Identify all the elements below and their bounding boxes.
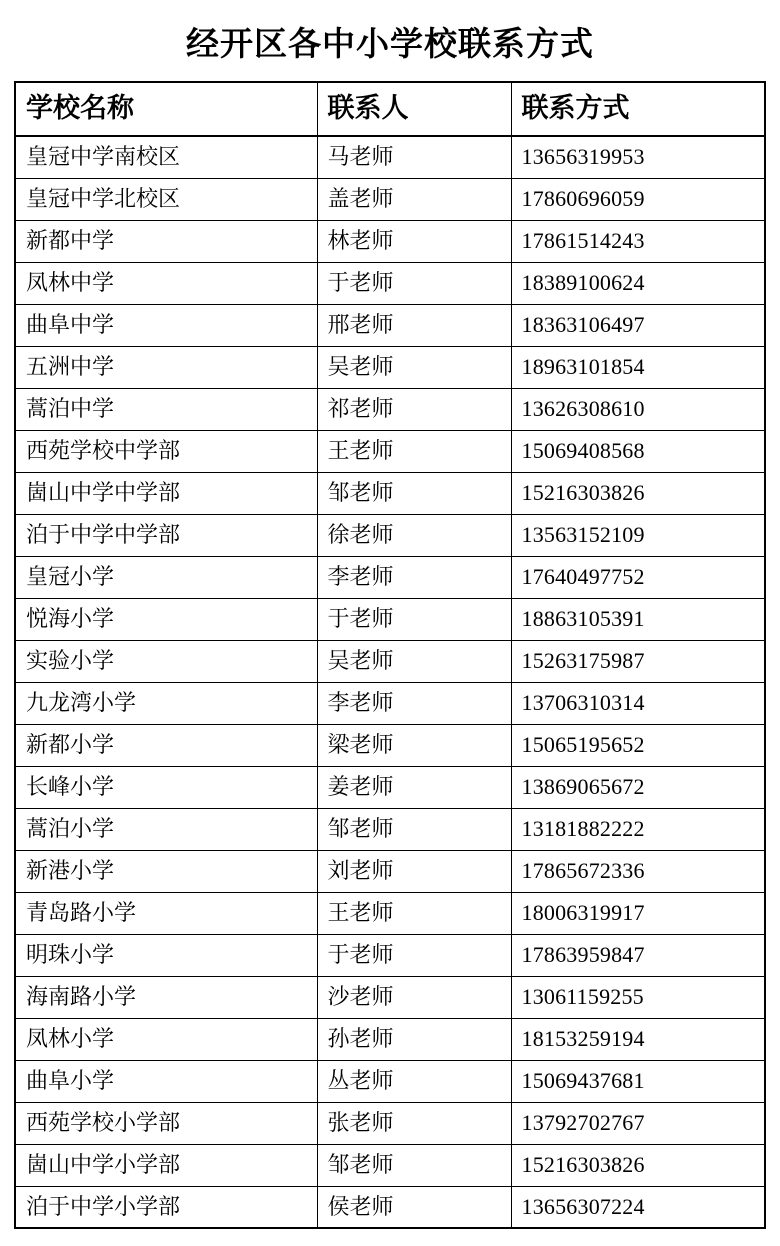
cell-phone-number: 13626308610 — [511, 388, 765, 430]
table-row — [15, 850, 765, 892]
cell-contact-person: 丛老师 — [317, 1060, 511, 1102]
cell-school-name: 泊于中学小学部 — [15, 1186, 317, 1228]
cell-phone-number: 15263175987 — [511, 640, 765, 682]
cell-contact-person: 马老师 — [317, 136, 511, 178]
cell-school-name: 实验小学 — [15, 640, 317, 682]
cell-contact-person: 李老师 — [317, 556, 511, 598]
cell-phone-number: 17861514243 — [511, 220, 765, 262]
table-row — [15, 220, 765, 262]
cell-school-name: 皇冠小学 — [15, 556, 317, 598]
page-title: 经开区各中小学校联系方式 — [186, 27, 594, 63]
table-header-row — [15, 82, 765, 136]
cell-school-name: 新都中学 — [15, 220, 317, 262]
cell-contact-person: 李老师 — [317, 682, 511, 724]
cell-school-name: 泊于中学中学部 — [15, 514, 317, 556]
cell-contact-person: 吴老师 — [317, 346, 511, 388]
table-row — [15, 892, 765, 934]
cell-contact-person: 王老师 — [317, 430, 511, 472]
cell-contact-person: 盖老师 — [317, 178, 511, 220]
cell-school-name: 西苑学校中学部 — [15, 430, 317, 472]
cell-school-name: 九龙湾小学 — [15, 682, 317, 724]
table-row — [15, 388, 765, 430]
cell-contact-person: 林老师 — [317, 220, 511, 262]
cell-contact-person: 王老师 — [317, 892, 511, 934]
cell-phone-number: 13061159255 — [511, 976, 765, 1018]
cell-contact-person: 邹老师 — [317, 472, 511, 514]
cell-phone-number: 13563152109 — [511, 514, 765, 556]
table-row — [15, 514, 765, 556]
cell-contact-person: 张老师 — [317, 1102, 511, 1144]
table-row — [15, 766, 765, 808]
table-row — [15, 976, 765, 1018]
cell-phone-number: 18863105391 — [511, 598, 765, 640]
column-header-school-name: 学校名称 — [15, 82, 317, 136]
cell-contact-person: 姜老师 — [317, 766, 511, 808]
table-header — [15, 82, 765, 136]
cell-school-name: 海南路小学 — [15, 976, 317, 1018]
cell-school-name: 新都小学 — [15, 724, 317, 766]
cell-contact-person: 沙老师 — [317, 976, 511, 1018]
table-row — [15, 1060, 765, 1102]
cell-phone-number: 17863959847 — [511, 934, 765, 976]
cell-school-name: 崮山中学小学部 — [15, 1144, 317, 1186]
table-row — [15, 808, 765, 850]
table-row — [15, 136, 765, 178]
cell-school-name: 蒿泊中学 — [15, 388, 317, 430]
cell-contact-person: 于老师 — [317, 262, 511, 304]
cell-school-name: 凤林小学 — [15, 1018, 317, 1060]
cell-school-name: 皇冠中学南校区 — [15, 136, 317, 178]
cell-school-name: 新港小学 — [15, 850, 317, 892]
table-row — [15, 1144, 765, 1186]
cell-school-name: 青岛路小学 — [15, 892, 317, 934]
cell-school-name: 五洲中学 — [15, 346, 317, 388]
cell-contact-person: 祁老师 — [317, 388, 511, 430]
table-row — [15, 598, 765, 640]
cell-school-name: 长峰小学 — [15, 766, 317, 808]
table-row — [15, 178, 765, 220]
table-row — [15, 640, 765, 682]
cell-school-name: 曲阜中学 — [15, 304, 317, 346]
table-row — [15, 472, 765, 514]
cell-phone-number: 13706310314 — [511, 682, 765, 724]
cell-contact-person: 梁老师 — [317, 724, 511, 766]
cell-contact-person: 徐老师 — [317, 514, 511, 556]
cell-school-name: 凤林中学 — [15, 262, 317, 304]
cell-contact-person: 吴老师 — [317, 640, 511, 682]
cell-phone-number: 15216303826 — [511, 472, 765, 514]
cell-school-name: 蒿泊小学 — [15, 808, 317, 850]
cell-phone-number: 15069408568 — [511, 430, 765, 472]
cell-contact-person: 于老师 — [317, 934, 511, 976]
cell-phone-number: 15216303826 — [511, 1144, 765, 1186]
table-row — [15, 1186, 765, 1228]
cell-school-name: 悦海小学 — [15, 598, 317, 640]
table-row — [15, 430, 765, 472]
cell-contact-person: 邢老师 — [317, 304, 511, 346]
cell-phone-number: 18389100624 — [511, 262, 765, 304]
cell-school-name: 西苑学校小学部 — [15, 1102, 317, 1144]
school-contact-table — [14, 81, 766, 1229]
table-row — [15, 346, 765, 388]
table-row — [15, 724, 765, 766]
cell-phone-number: 15065195652 — [511, 724, 765, 766]
cell-contact-person: 孙老师 — [317, 1018, 511, 1060]
cell-phone-number: 15069437681 — [511, 1060, 765, 1102]
cell-phone-number: 18006319917 — [511, 892, 765, 934]
cell-school-name: 明珠小学 — [15, 934, 317, 976]
cell-phone-number: 18963101854 — [511, 346, 765, 388]
cell-phone-number: 13869065672 — [511, 766, 765, 808]
cell-school-name: 曲阜小学 — [15, 1060, 317, 1102]
table-row — [15, 934, 765, 976]
table-row — [15, 1018, 765, 1060]
cell-contact-person: 侯老师 — [317, 1186, 511, 1228]
table-body — [15, 136, 765, 1228]
cell-school-name: 崮山中学中学部 — [15, 472, 317, 514]
cell-contact-person: 刘老师 — [317, 850, 511, 892]
table-row — [15, 556, 765, 598]
cell-phone-number: 17865672336 — [511, 850, 765, 892]
cell-phone-number: 13656319953 — [511, 136, 765, 178]
cell-phone-number: 18153259194 — [511, 1018, 765, 1060]
cell-phone-number: 13792702767 — [511, 1102, 765, 1144]
cell-contact-person: 于老师 — [317, 598, 511, 640]
cell-phone-number: 13181882222 — [511, 808, 765, 850]
cell-contact-person: 邹老师 — [317, 1144, 511, 1186]
column-header-contact-method: 联系方式 — [511, 82, 765, 136]
cell-contact-person: 邹老师 — [317, 808, 511, 850]
table-row — [15, 1102, 765, 1144]
table-row — [15, 304, 765, 346]
column-header-contact-person: 联系人 — [317, 82, 511, 136]
table-row — [15, 262, 765, 304]
table-row — [15, 682, 765, 724]
cell-phone-number: 17640497752 — [511, 556, 765, 598]
cell-phone-number: 17860696059 — [511, 178, 765, 220]
cell-phone-number: 13656307224 — [511, 1186, 765, 1228]
cell-phone-number: 18363106497 — [511, 304, 765, 346]
cell-school-name: 皇冠中学北校区 — [15, 178, 317, 220]
